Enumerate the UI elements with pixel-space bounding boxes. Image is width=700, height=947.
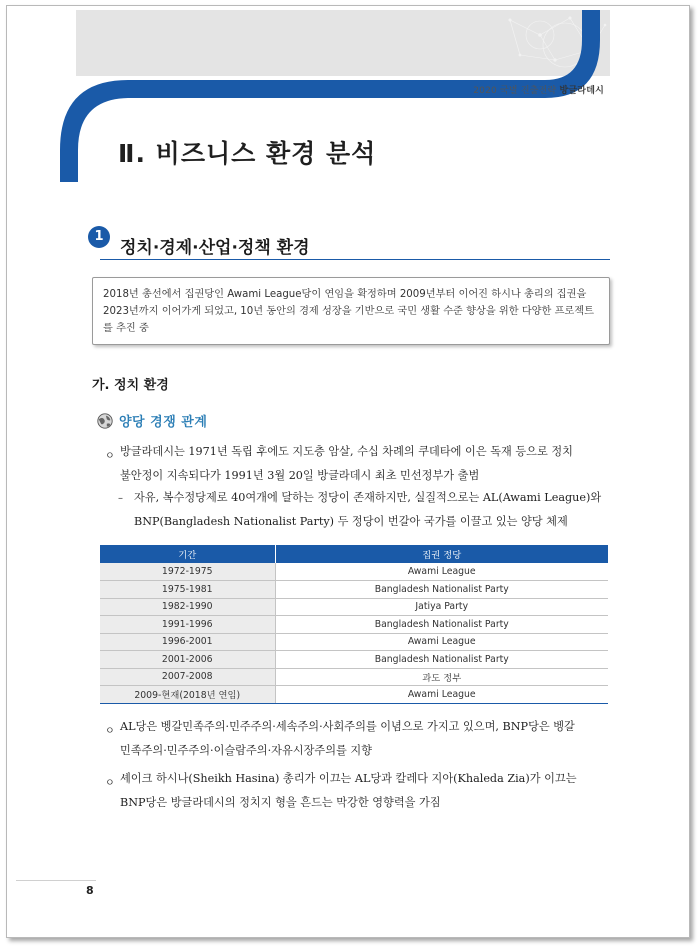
dash-symbol: – <box>118 493 123 504</box>
table-cell-period: 1972-1975 <box>100 563 275 581</box>
table-cell-period: 2009-현재(2018년 연임) <box>100 686 275 704</box>
paragraph-1-line-2: 불안정이 지속되다가 1991년 3월 20일 방글라데시 최초 민선정부가 출범 <box>120 469 480 482</box>
table-header-row <box>100 545 608 563</box>
table-cell-period: 1982-1990 <box>100 598 275 616</box>
section-title: 정치·경제·산업·정책 환경 <box>120 238 310 258</box>
table-row <box>100 581 608 599</box>
subsection-title: 가. 정치 환경 <box>92 378 169 393</box>
section-divider <box>100 259 610 260</box>
globe-icon <box>96 412 114 430</box>
table-row <box>100 633 608 651</box>
header-tag-prefix: 2020 국별 진출전략 <box>473 86 557 96</box>
table-row <box>100 598 608 616</box>
section-number-badge: 1 <box>88 226 110 248</box>
paragraph-3-line-2: 민족주의·민주주의·이슬람주의·자유시장주의를 지향 <box>120 744 372 757</box>
table-cell-party: 과도 정부 <box>275 668 608 686</box>
table-cell-party: Jatiya Party <box>275 598 608 616</box>
header-tag-country: 방글라데시 <box>559 86 604 96</box>
bullet-symbol: ㅇ <box>105 726 115 737</box>
summary-box <box>92 277 610 345</box>
paragraph-2-line-2: BNP(Bangladesh Nationalist Party) 두 정당이 번갈아 국가를 이끌고 있는 양당 체제 <box>134 515 568 528</box>
table-row <box>100 651 608 669</box>
summary-text: 2018년 총선에서 집권당인 Awami League당이 연임을 확정하며 2009년부터 이어진 하시나 총리의 집권을 2023년까지 이어가게 되었고, 10년 동안의 경제 성장을 기반으로 국민 생활 수준 향상을 위한 다양한 프로젝트를 추진 중 <box>103 289 594 334</box>
header-tag <box>473 83 604 96</box>
paragraph-4-line-1: 셰이크 하시나(Sheikh Hasina) 총리가 이끄는 AL당과 칼레다 지아(Khaleda Zia)가 이끄는 <box>120 772 577 785</box>
paragraph-3-line-1: AL당은 벵갈민족주의·민주주의·세속주의·사회주의를 이념으로 가지고 있으며, BNP당은 벵갈 <box>120 720 575 733</box>
paragraph-4-line-2: BNP당은 방글라데시의 정치지 형을 흔드는 막강한 영향력을 가짐 <box>120 796 441 809</box>
ruling-party-table <box>100 545 608 704</box>
table-row <box>100 616 608 634</box>
table-cell-party: Awami League <box>275 633 608 651</box>
table-cell-party: Awami League <box>275 686 608 704</box>
table-cell-period: 1975-1981 <box>100 581 275 599</box>
table-row <box>100 668 608 686</box>
footer-divider <box>16 880 96 881</box>
table-cell-party: Bangladesh Nationalist Party <box>275 581 608 599</box>
table-header-period: 기간 <box>100 545 275 563</box>
page-number: 8 <box>86 884 94 897</box>
table-cell-party: Bangladesh Nationalist Party <box>275 616 608 634</box>
table-cell-period: 2007-2008 <box>100 668 275 686</box>
table-cell-party: Awami League <box>275 563 608 581</box>
table-cell-period: 1991-1996 <box>100 616 275 634</box>
table-cell-period: 1996-2001 <box>100 633 275 651</box>
table-row <box>100 563 608 581</box>
topic-title: 양당 경쟁 관계 <box>119 415 208 430</box>
chapter-title: Ⅱ. 비즈니스 환경 분석 <box>118 139 377 168</box>
bullet-symbol: ㅇ <box>105 778 115 789</box>
paragraph-1-line-1: 방글라데시는 1971년 독립 후에도 지도층 암살, 수십 차례의 쿠데타에 이은 독재 등으로 정치 <box>120 445 573 458</box>
topic-heading <box>96 411 207 430</box>
bullet-symbol: ㅇ <box>105 451 115 462</box>
table-cell-party: Bangladesh Nationalist Party <box>275 651 608 669</box>
table-cell-period: 2001-2006 <box>100 651 275 669</box>
table-row <box>100 686 608 704</box>
table-header-party: 집권 정당 <box>275 545 608 563</box>
paragraph-2-line-1: 자유, 복수정당제로 40여개에 달하는 정당이 존재하지만, 실질적으로는 AL(Awami League)와 <box>134 491 602 504</box>
